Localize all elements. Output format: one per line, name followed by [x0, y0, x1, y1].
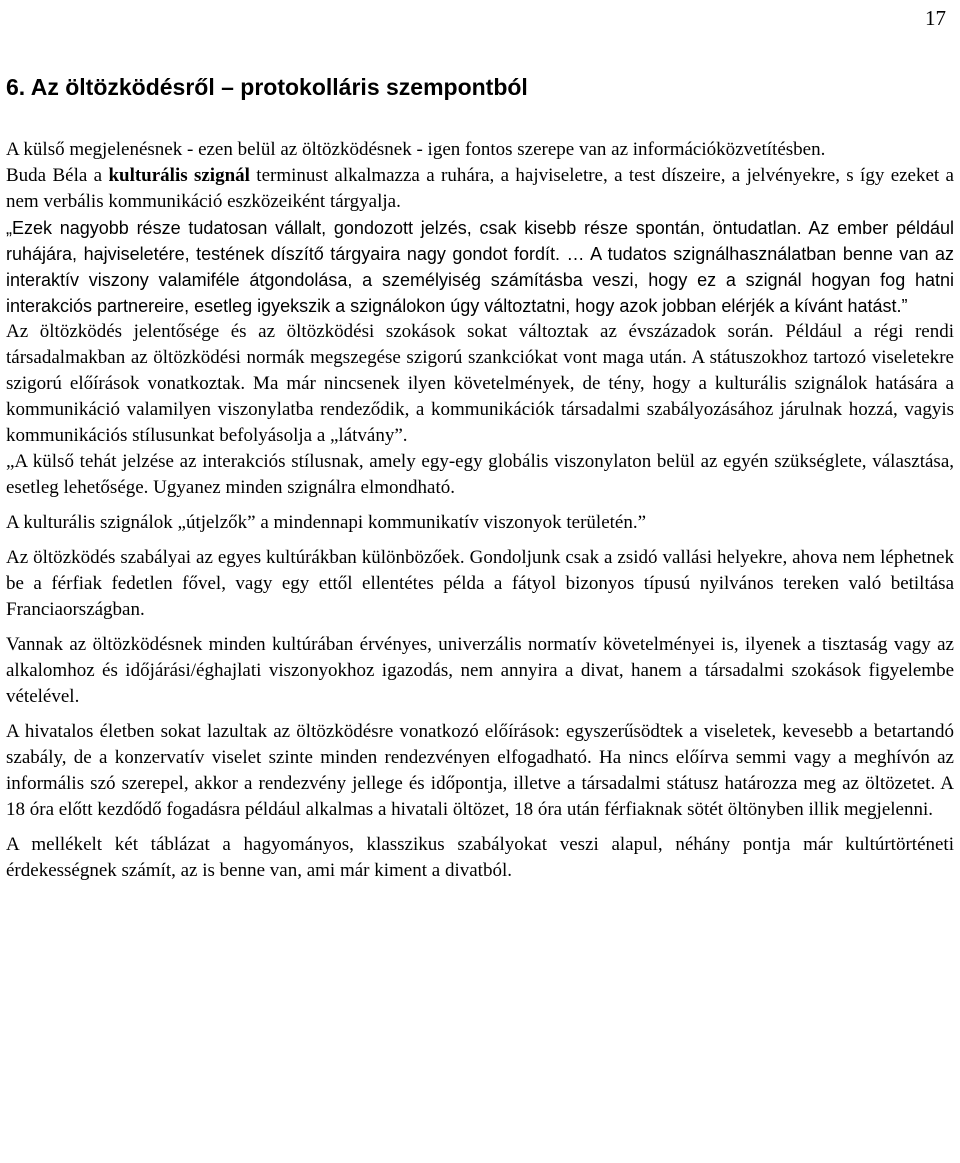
paragraph-tables: A mellékelt két táblázat a hagyományos, klasszikus szabályokat veszi alapul, néhány pontja már kultúrtörténeti érdekességnek számít, az is benne van, ami már kiment a divatból.	[6, 834, 954, 881]
page-number: 17	[925, 6, 946, 30]
paragraph-buda-bela	[6, 163, 954, 215]
document-body	[6, 137, 954, 884]
paragraph-universal-norms: Vannak az öltözködésnek minden kultúrában érvényes, univerzális normatív követelményei is, ilyenek a tisztaság vagy az alkalomhoz és időjárási/éghajlati viszonyokhoz igazodás, nem annyira a divat, hanem a társadalmi szokások figyelembe vételével.	[6, 634, 954, 707]
quote-paragraph: „Ezek nagyobb része tudatosan vállalt, gondozott jelzés, csak kisebb része spontán, öntudatlan. Az ember például ruhájára, hajviseletére, testének díszítő tárgyaira nagy gondot fordít. … A tudatos szignálhasználatban benne van az interaktív viszony valamiféle átgondolása, a személyiség számításba veszi, hogy ez a szignál hogyan fog hatni interakciós partnereire, esetleg igyekszik a szignálokon úgy változtatni, hogy azok jobban elérjék a kívánt hatást.”	[6, 218, 954, 316]
term-kulturalis-szignal: kulturális szignál	[108, 165, 250, 186]
paragraph-road-signs: A kulturális szignálok „útjelzők” a mindennapi kommunikatív viszonyok területén.”	[6, 512, 647, 533]
paragraph-buda-bela-end: terminust alkalmazza a ruhára, a hajviseletre, a test díszeire, a jelvényekre, s így ezeket a nem verbális kommunikáció eszközeiként tárgyalja.	[6, 165, 954, 212]
paragraph-history: Az öltözködés jelentősége és az öltözködési szokások sokat változtak az évszázadok során. Például a régi rendi társadalmakban az öltözködési normák megszegése szigorú szankciókat vont maga után. A státuszokhoz tartozó viseletekre szigorú előírások vonatkoztak. Ma már nincsenek ilyen követelmények, de tény, hogy a kulturális szignálok hatására a kommunikáció valamilyen viszonylatba rendeződik, a kommunikációk társadalmi szabályozásához járulnak hozzá, vagyis kommunikációs stílusunkat befolyásolja a „látvány”.	[6, 321, 954, 446]
paragraph-intro: A külső megjelenésnek - ezen belül az öltözködésnek - igen fontos szerepe van az információközvetítésben.	[6, 139, 826, 160]
paragraph-buda-bela-start: Buda Béla a	[6, 165, 109, 186]
section-heading: 6. Az öltözködésről – protokolláris szempontból	[6, 74, 528, 100]
paragraph-official-life: A hivatalos életben sokat lazultak az öltözködésre vonatkozó előírások: egyszerűsödtek a viseletek, kevesebb a betartandó szabály, de a konzervatív viselet szinte minden rendezvényen elfogadható. Ha nincs előírva semmi vagy a meghívón az informális szó szerepel, akkor a rendezvény jellege és időpontja, illetve a társadalmi státusz határozza meg az öltözetet. A 18 óra előtt kezdődő fogadásra például alkalmas a hivatali öltözet, 18 óra után férfiaknak sötét öltönyben illik megjelenni.	[6, 721, 954, 820]
paragraph-cultures: Az öltözködés szabályai az egyes kultúrákban különbözőek. Gondoljunk csak a zsidó vallási helyekre, ahova nem léphetnek be a férfiak fedetlen fővel, vagy egy ettől ellentétes példa a fátyol bizonyos típusú nyilvános tereken való betiltása Franciaországban.	[6, 547, 954, 620]
quote-paragraph-2: „A külső tehát jelzése az interakciós stílusnak, amely egy-egy globális viszonylaton belül az egyén szükséglete, választása, esetleg lehetősége. Ugyanez minden szignálra elmondható.	[6, 451, 954, 498]
